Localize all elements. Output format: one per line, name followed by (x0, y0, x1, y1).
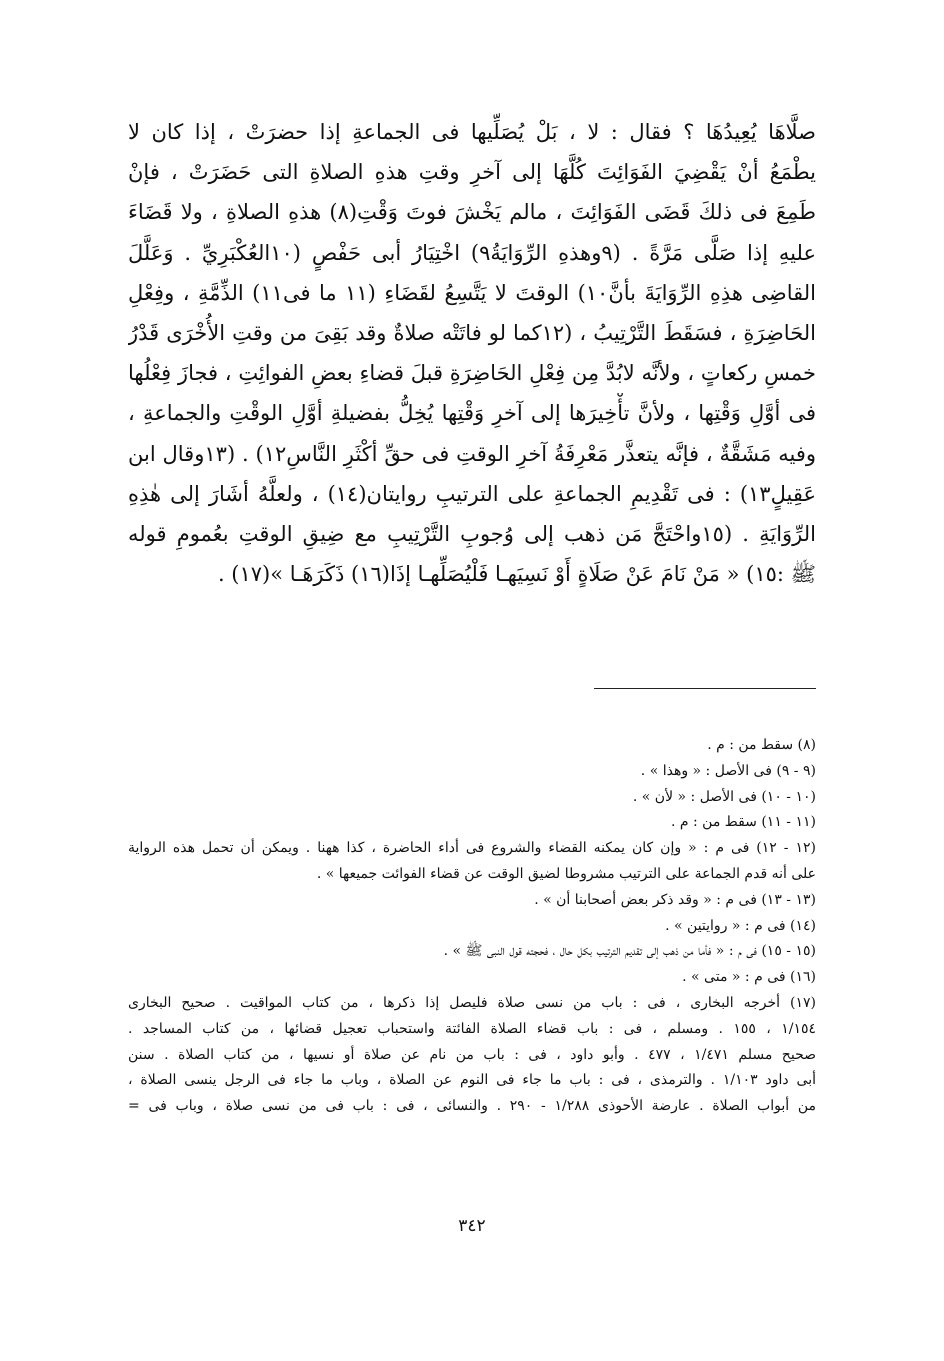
footnote-line: (١٦) فى م : « متى » . (682, 969, 816, 986)
footnote-line: ١/١٥٤ ، ١٥٥ . ومسلم ، فى : باب قضاء الصلاة الفائتة واستحباب تعجيل قضائها ، من كتاب المساجد . (128, 1020, 816, 1037)
footnote-line: صحيح مسلم ١/٤٧١ ، ٤٧٧ . وأبو داود ، فى : باب من نام عن صلاة أو نسيها ، من كتاب الصلاة . سنن (128, 1046, 816, 1063)
footnote-line: على أنه قدم الجماعة على الترتيب مشروطا لضيق الوقت عن قضاء الفوائت جميعها » . (316, 865, 816, 882)
footnotes (128, 733, 816, 1120)
footnote-line: أبى داود ١/١٠٣ . والترمذى ، فى : باب ما جاء فى النوم عن الصلاة ، وباب ما جاء فى الرجل ينسى الصلاة ، (128, 1072, 816, 1089)
text-line: خمسِ ركعاتٍ ، ولأنَّه لابُدَّ مِن فِعْلِ الحَاضِرَةِ قبلَ قضاءِ بعضِ الفوائِتِ ، فجازَ فِعْلُها (128, 361, 816, 386)
footnote-line: (١١ - ١١) سقط من : م . (670, 814, 816, 831)
text-line: عليهِ إذا صَلَّى مَرَّةً . (٩وهذهِ الرِّوَايَةُ٩) اخْتِيَارُ أبى حَفْصٍ (١٠العُكْبَرِيِّ . وَعَلَّلَ (128, 240, 816, 265)
footnote-line: (١٢ - ١٢) فى م : « وإن كان يمكنه القضاء والشروع فى أداء الحاضرة ، كذا ههنا . ويمكن أن تحمل هذه الرواية (128, 840, 816, 857)
text-line: الرِّوَايَةِ . (١٥واحْتَجَّ مَن ذهب إلى وُجوبِ التَّرْتِيبِ مع ضِيقِ الوقتِ بعُمومِ قوله (128, 521, 816, 546)
text-line: فى أوَّلِ وَقْتِها ، ولأنَّ تأْخِيرَها إلى آخرِ وَقْتِها يُخِلُّ بفضيلةِ أوَّلِ الوقْتِ والجماعةِ ، (128, 401, 816, 426)
text-line: صلَّاهَا يُعِيدُهَا ؟ فقال : لا ، بَلْ يُصَلِّيها فى الجماعةِ إذا حضرَتْ ، إذا كان لا (128, 120, 816, 144)
text-line: وفيه مَشَقَّةٌ ، فإنَّه يتعذَّر مَعْرِفَةُ آخرِ الوقتِ فى حقِّ أكْثَرِ النَّاسِ١٢) . (١٣وقال ابن (128, 441, 816, 466)
footnote-line: من أبواب الصلاة . عارضة الأحوذى ١/٢٨٨ - ٢٩٠ . والنسائى ، فى : باب فى من نسى صلاة ، وباب فى = (128, 1098, 816, 1115)
footnote-line: (٨) سقط من : م . (707, 737, 816, 753)
footnote-line: (١٠ - ١٠) فى الأصل : « لأن » . (632, 788, 816, 805)
text-line: القاضِى هذِهِ الرِّوَايَةَ بأنَّ١٠) الوقتَ لا يَتَّسِعُ لقَضَاءِ (١١ ما فى١١) الذِّمَّةِ ، وفِعْلِ (128, 280, 816, 305)
main-text (128, 112, 816, 594)
footnote-separator (594, 688, 816, 689)
footnote-line: (٩ - ٩) فى الأصل : « وهذا » . (640, 762, 816, 779)
footnote-line: (١٧) أخرجه البخارى ، فى : باب من نسى صلاة فليصل إذا ذكرها ، من كتاب المواقيت . صحيح البخارى (128, 994, 816, 1011)
text-line: عَقِيلٍ١٣) : فى تَقْدِيمِ الجماعةِ على الترتيبِ روايتان(١٤) ، ولعلَّهُ أشَارَ إلى هٰذِهِ (128, 481, 816, 506)
footnote-line: (١٥ - ١٥) فى م : « فأما من ذهب إلى تقديم الترتيب بكل حال ، فحجته قول النبى ﷺ » . (443, 943, 816, 960)
footnote-line: (١٣ - ١٣) فى م : « وقد ذكر بعض أصحابنا أن » . (534, 891, 816, 908)
text-line: طَمِعَ فى ذلكَ قَضَى الفَوَائِتَ ، مالم يَخْشَ فوتَ وَقْتِ(٨) هذهِ الصلاةِ ، ولا قَضَاءَ (128, 200, 816, 225)
text-line: الحَاضِرَةِ ، فسَقَطَ التَّرْتِيبُ ، (١٢كما لو فاتَتْه صلاةٌ وقد بَقِىَ من وقتِ الأُخْرَى قَدْرُ (128, 320, 816, 345)
page-number: ٣٤٢ (458, 1216, 486, 1236)
text-line: ﷺ :١٥) « مَنْ نَامَ عَنْ صَلَاةٍ أَوْ نَسِيَهـا فَلْيُصَلِّهـا إذَا(١٦) ذَكَرَهَـا »(١٧) . (217, 562, 816, 587)
footnote-line: (١٤) فى م : « روايتين » . (665, 917, 816, 934)
text-line: يطْمَعُ أنْ يَقْضِيَ الفَوَائِتَ كُلَّهَا إلى آخرِ وقتِ هذهِ الصلاةِ التى حَضَرَتْ ، فإنْ (128, 160, 816, 185)
